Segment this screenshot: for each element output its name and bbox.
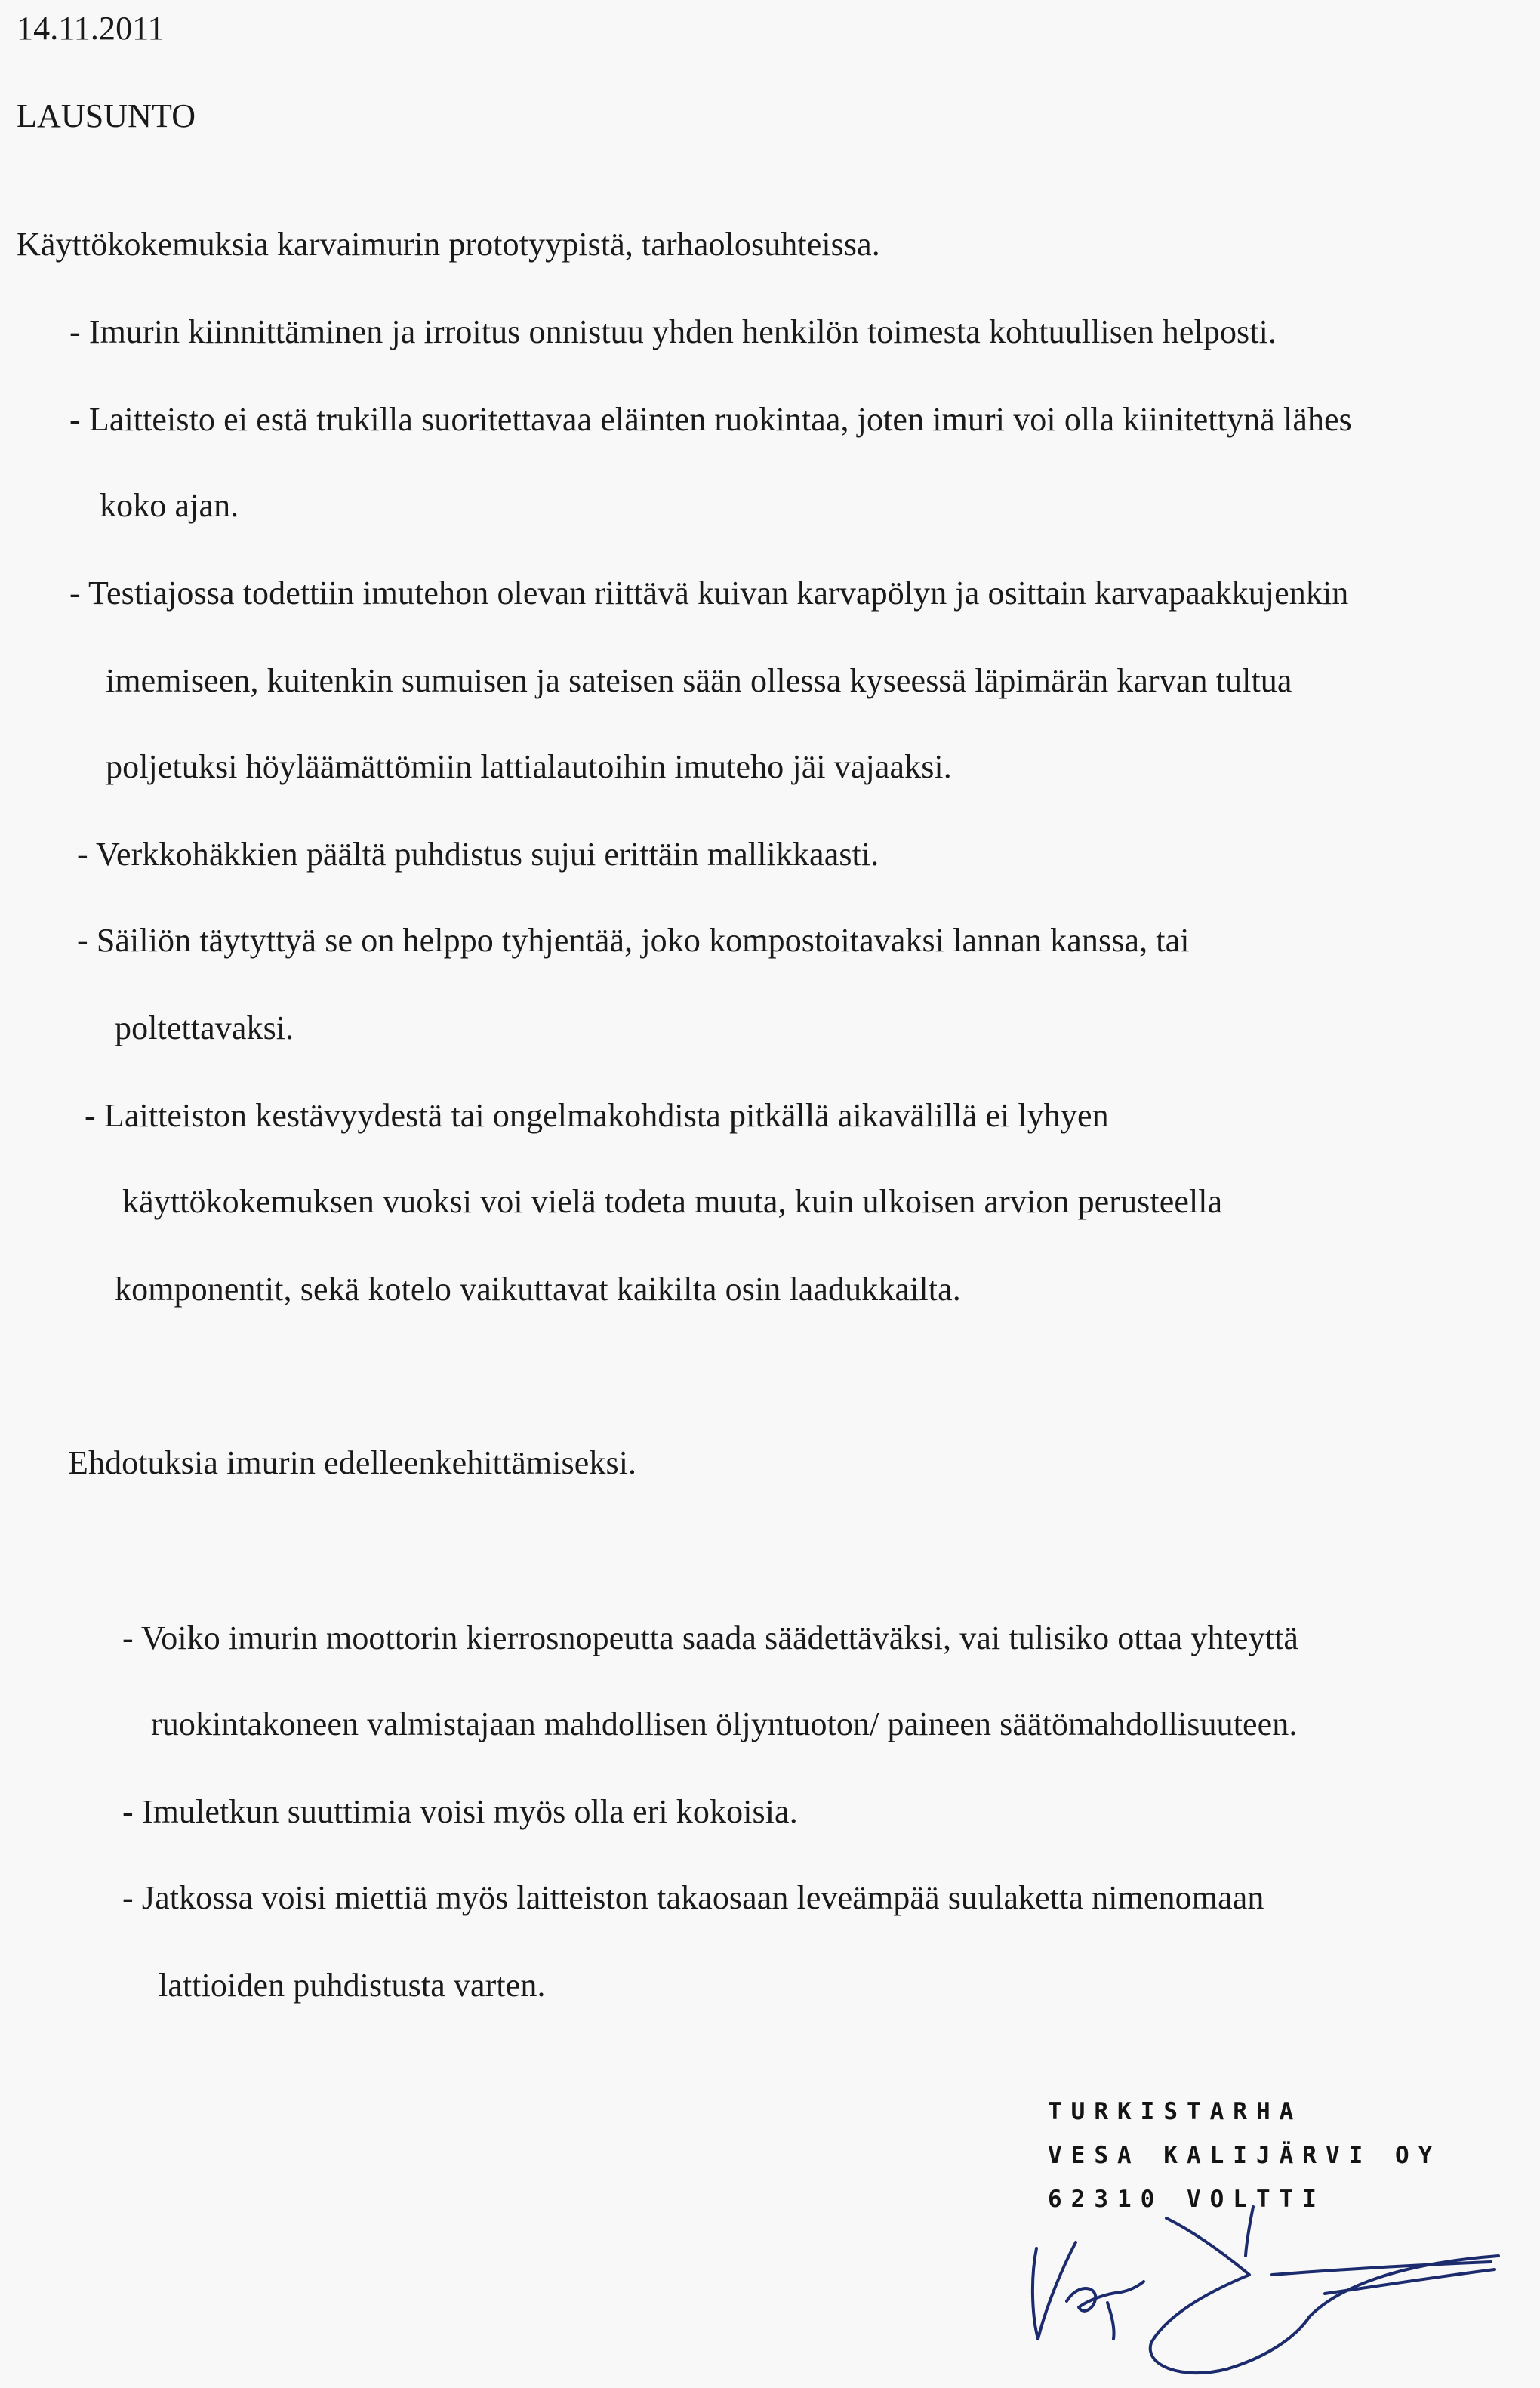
stamp-line: TURKISTARHA	[1048, 2098, 1303, 2125]
date: 14.11.2011	[17, 10, 165, 47]
section1-line: - Verkkohäkkien päältä puhdistus sujui erittäin mallikkaasti.	[77, 836, 879, 873]
section1-line: käyttökokemuksen vuoksi voi vielä todeta muuta, kuin ulkoisen arvion perusteella	[122, 1183, 1223, 1220]
section1-line: - Laitteisto ei estä trukilla suoritettavaa eläinten ruokintaa, joten imuri voi olla kiinitettynä lähes	[69, 401, 1352, 438]
company-stamp	[1048, 2090, 1441, 2221]
section1-line: - Säiliön täytyttyä se on helppo tyhjentää, joko kompostoitavaksi lannan kanssa, tai	[77, 922, 1190, 959]
section2-line: - Voiko imurin moottorin kierrosnopeutta saada säädettäväksi, vai tulisiko ottaa yhteyttä	[122, 1619, 1298, 1656]
section2-line: - Jatkossa voisi miettiä myös laitteiston takaosaan leveämpää suulaketta nimenomaan	[122, 1879, 1264, 1916]
stamp-line: VESA KALIJÄRVI OY	[1048, 2142, 1442, 2169]
handwritten-signature	[1023, 2203, 1506, 2388]
section1-line: poltettavaksi.	[115, 1009, 294, 1046]
section2-title: Ehdotuksia imurin edelleenkehittämiseksi.	[68, 1444, 637, 1481]
section2-line: ruokintakoneen valmistajaan mahdollisen öljyntuoton/ paineen säätömahdollisuuteen.	[151, 1705, 1298, 1742]
section1-line: - Imurin kiinnittäminen ja irroitus onnistuu yhden henkilön toimesta kohtuullisen helposti.	[69, 313, 1277, 350]
section2-line: lattioiden puhdistusta varten.	[159, 1967, 546, 2004]
section1-line: poljetuksi höyläämättömiin lattialautoihin imuteho jäi vajaaksi.	[106, 748, 952, 785]
section2-line: - Imuletkun suuttimia voisi myös olla eri kokoisia.	[122, 1793, 798, 1830]
section1-line: - Testiajossa todettiin imutehon olevan riittävä kuivan karvapölyn ja osittain karvapaakkujenkin	[69, 575, 1349, 612]
section1-line: komponentit, sekä kotelo vaikuttavat kaikilta osin laadukkailta.	[115, 1271, 961, 1308]
heading: LAUSUNTO	[17, 97, 196, 134]
section1-line: - Laitteiston kestävyydestä tai ongelmakohdista pitkällä aikavälillä ei lyhyen	[85, 1097, 1109, 1134]
section1-title: Käyttökokemuksia karvaimurin prototyypistä, tarhaolosuhteissa.	[17, 226, 880, 263]
section1-line: imemiseen, kuitenkin sumuisen ja sateisen sään ollessa kyseessä läpimärän karvan tultua	[106, 662, 1292, 699]
stamp-line: 62310 VOLTTI	[1048, 2186, 1326, 2213]
section1-line: koko ajan.	[100, 487, 239, 524]
